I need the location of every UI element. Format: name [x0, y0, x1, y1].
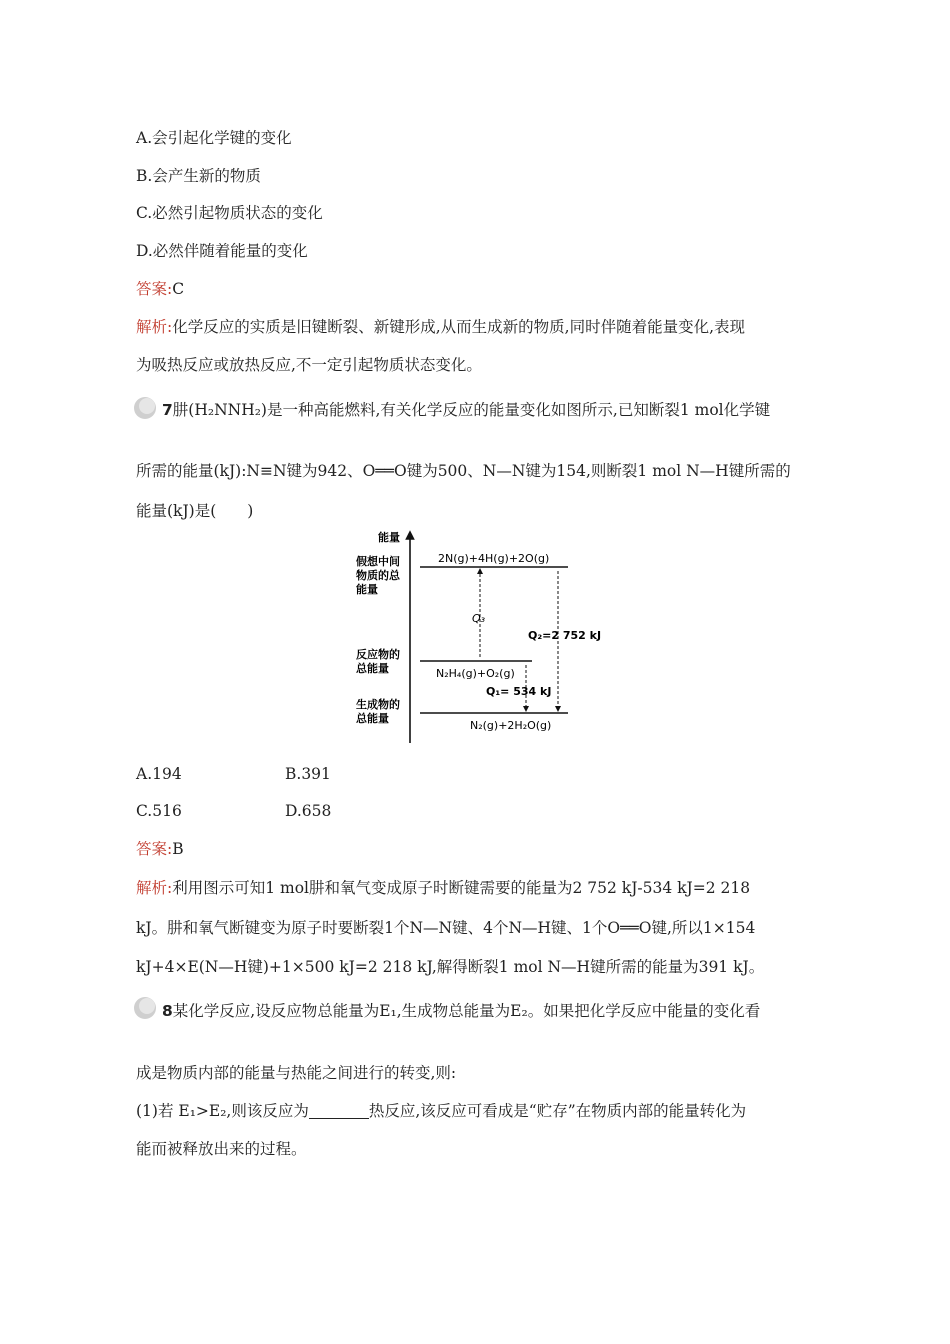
stem-text: 肼(H₂NNH₂)是一种高能燃料,有关化学反应的能量变化如图所示,已知断裂1 mol化学键	[172, 401, 771, 419]
q7-option-d: D.658	[285, 802, 332, 820]
question-badge-icon	[133, 396, 157, 420]
q7-stem-line-3: 能量(kJ)是( )	[136, 502, 254, 520]
y-axis-label: 能量	[378, 531, 400, 544]
q7-option-b: B.391	[285, 765, 331, 783]
level-top-label: 假想中间 物质的总 能量	[356, 555, 400, 596]
analysis-label: 解析:	[136, 879, 173, 897]
bot-species: N₂(g)+2H₂O(g)	[470, 719, 552, 732]
q6-answer	[136, 279, 184, 299]
analysis-text: 利用图示可知1 mol肼和氧气变成原子时断键需要的能量为2 752 kJ-534 kJ=2 218	[172, 879, 751, 897]
answer-value: B	[172, 840, 184, 858]
q7-stem-line-1	[162, 400, 770, 420]
question-number: 7	[162, 401, 173, 419]
q7-stem-line-2: 所需的能量(kJ):N≡N键为942、O══O键为500、N—N键为154,则断裂1 mol N—H键所需的	[136, 462, 791, 480]
q7-analysis-line-3: kJ+4×E(N—H键)+1×500 kJ=2 218 kJ,解得断裂1 mol N—H键所需的能量为391 kJ。	[136, 958, 765, 976]
answer-label: 答案:	[136, 840, 173, 858]
q3-label: Q₃	[472, 612, 486, 625]
q2-label: Q₂=2 752 kJ	[528, 629, 602, 642]
energy-diagram	[340, 525, 610, 750]
level-mid-label: 反应物的 总能量	[356, 648, 400, 675]
q6-option-b: B.会产生新的物质	[136, 167, 261, 185]
q8-stem-line-2: 成是物质内部的能量与热能之间进行的转变,则:	[136, 1064, 457, 1082]
part1-prefix: (1)若 E₁>E₂,则该反应为	[136, 1102, 309, 1120]
level-bot-label: 生成物的 总能量	[356, 698, 400, 725]
q7-analysis-line-1	[136, 878, 750, 898]
q8-stem-line-1	[162, 1001, 760, 1021]
question-number: 8	[162, 1002, 173, 1020]
answer-value: C	[172, 280, 185, 298]
q8-part1-line-1	[136, 1101, 746, 1121]
q7-option-c: C.516	[136, 802, 182, 820]
q1-label: Q₁= 534 kJ	[486, 685, 552, 698]
q8-part1-line-2: 能而被释放出来的过程。	[136, 1140, 307, 1158]
q6-analysis-line-2: 为吸热反应或放热反应,不一定引起物质状态变化。	[136, 356, 482, 374]
answer-label: 答案:	[136, 280, 173, 298]
analysis-label: 解析:	[136, 318, 173, 336]
q7-answer	[136, 839, 184, 859]
part1-suffix: 热反应,该反应可看成是“贮存”在物质内部的能量转化为	[368, 1102, 747, 1120]
q7-analysis-line-2: kJ。肼和氧气断键变为原子时要断裂1个N—N键、4个N—H键、1个O══O键,所以1×154	[136, 919, 756, 937]
q6-option-a: A.会引起化学键的变化	[136, 129, 292, 147]
analysis-text: 化学反应的实质是旧键断裂、新键形成,从而生成新的物质,同时伴随着能量变化,表现	[172, 318, 746, 336]
stem-text: 某化学反应,设反应物总能量为E₁,生成物总能量为E₂。如果把化学反应中能量的变化看	[172, 1002, 761, 1020]
q6-option-d: D.必然伴随着能量的变化	[136, 242, 308, 260]
mid-species: N₂H₄(g)+O₂(g)	[436, 667, 515, 680]
top-species: 2N(g)+4H(g)+2O(g)	[438, 552, 550, 565]
question-badge-icon	[133, 996, 157, 1020]
q6-analysis-line-1	[136, 317, 745, 337]
answer-blank[interactable]	[309, 1102, 369, 1119]
q6-option-c: C.必然引起物质状态的变化	[136, 204, 323, 222]
q7-option-a: A.194	[136, 765, 182, 783]
